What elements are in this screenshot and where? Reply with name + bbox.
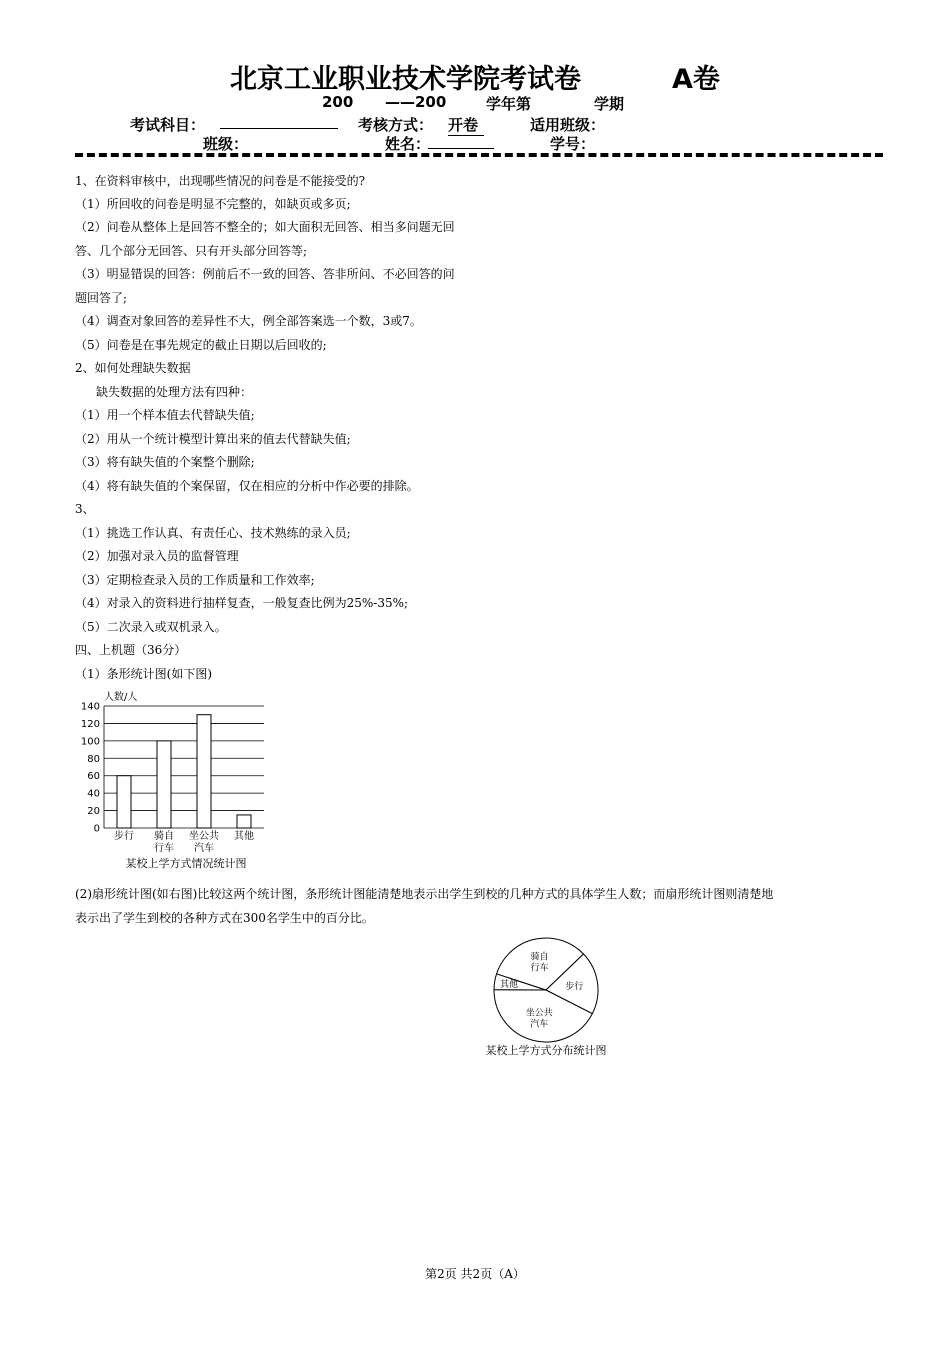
- q3-item-4: （4）对录入的资料进行抽样复查，一般复查比例为25%-35%;: [75, 596, 409, 610]
- bar-x-tick-0-0: 步行: [114, 831, 134, 842]
- bar-y-tick-7: 140: [80, 701, 100, 713]
- class-label: 班级：: [203, 135, 249, 153]
- bar-x-tick-1-1: 行车: [154, 843, 174, 854]
- q1-item-5: （5）问卷是在事先规定的截止日期以后回收的;: [75, 338, 327, 352]
- q3-title: 3、: [75, 502, 95, 516]
- pie-label-1-0: 骑自: [530, 952, 549, 963]
- q3-item-5: （5）二次录入或双机录入。: [75, 620, 227, 634]
- q2-item-3: （3）将有缺失值的个案整个删除;: [75, 455, 255, 469]
- bar-y-tick-1: 20: [87, 806, 100, 818]
- exam-title-text: 北京工业职业技术学院考试卷: [230, 64, 581, 95]
- bar-chart-x-ticks: [114, 829, 254, 854]
- cut-line: [75, 153, 883, 157]
- bar-y-tick-5: 100: [80, 736, 100, 748]
- bar-2: [197, 715, 211, 828]
- bar-3: [237, 815, 251, 828]
- bar-x-tick-3-0: 其他: [234, 831, 254, 842]
- q4-part-2b: 表示出了学生到校的各种方式在300名学生中的百分比。: [75, 911, 374, 925]
- q3-item-2: （2）加强对录入员的监督管理: [75, 549, 239, 563]
- pie-label-2-0: 坐公共: [525, 1008, 553, 1019]
- q1-item-2a: （2）问卷从整体上是回答不整全的；如大面积无回答、相当多问题无回: [75, 220, 455, 234]
- id-label: 学号：: [550, 135, 596, 153]
- q1-item-3a: （3）明显错误的回答：例前后不一致的回答、答非所问、不必回答的问: [75, 267, 455, 281]
- q1-item-2b: 答、几个部分无回答、只有开头部分回答等;: [75, 244, 308, 258]
- bar-x-tick-2-1: 汽车: [194, 843, 214, 854]
- method-label: 考核方式：: [358, 116, 434, 134]
- pie-chart: [470, 930, 630, 1062]
- q3-item-1: （1）挑选工作认真、有责任心、技术熟练的录入员;: [75, 526, 351, 540]
- pie-label-1-1: 行车: [530, 963, 549, 974]
- bar-0: [117, 776, 131, 828]
- year-end: ——200: [385, 93, 447, 111]
- paper-version: A卷: [672, 64, 720, 95]
- class-scope-label: 适用班级：: [530, 116, 606, 134]
- method-value: 开卷: [448, 114, 484, 136]
- q2-item-2: （2）用从一个统计模型计算出来的值去代替缺失值;: [75, 432, 351, 446]
- bar-y-tick-4: 80: [87, 753, 100, 765]
- q4-title: 四、上机题（36分）: [75, 643, 187, 657]
- bar-chart-title: 某校上学方式情况统计图: [125, 857, 247, 870]
- bar-x-tick-2-0: 坐公共: [189, 831, 219, 842]
- pie-label-0-0: 步行: [565, 981, 584, 992]
- term-label: 学期: [594, 95, 625, 113]
- q3-item-3: （3）定期检查录入员的工作质量和工作效率;: [75, 573, 315, 587]
- name-blank: [428, 148, 494, 149]
- q4-part-2a: (2)扇形统计图(如右图)比较这两个统计图，条形统计图能清楚地表示出学生到校的几种方式的具体学生人数；而扇形统计图则清楚地: [75, 887, 774, 901]
- name-label: 姓名：: [385, 135, 431, 153]
- subject-label: 考试科目：: [130, 116, 206, 134]
- year-start: 200: [322, 93, 354, 111]
- bar-chart-bars: [117, 715, 251, 828]
- q2-intro: 缺失数据的处理方法有四种：: [96, 385, 253, 399]
- subject-blank: [220, 128, 338, 129]
- bar-x-tick-1-0: 骑自: [154, 831, 174, 842]
- q1-item-3b: 题回答了;: [75, 291, 128, 305]
- q2-item-1: （1）用一个样本值去代替缺失值;: [75, 408, 255, 422]
- q4-part-1: （1）条形统计图(如下图): [75, 667, 212, 681]
- bar-y-tick-3: 60: [87, 771, 100, 783]
- q1-item-4: （4）调查对象回答的差异性不大，例全部答案选一个数，3或7。: [75, 314, 422, 328]
- page-number: 第2页 共2页（A）: [425, 1267, 525, 1281]
- year-label: 学年第: [486, 95, 532, 113]
- bar-chart-y-ticks: [81, 702, 100, 835]
- pie-label-3-0: 其他: [500, 979, 519, 990]
- q2-title: 2、如何处理缺失数据: [75, 361, 191, 375]
- bar-y-tick-2: 40: [87, 788, 100, 800]
- pie-label-2-1: 汽车: [530, 1019, 549, 1030]
- bar-1: [157, 741, 171, 828]
- bar-chart-y-label: 人数/人: [104, 692, 138, 703]
- bar-y-tick-6: 120: [80, 718, 100, 730]
- page-footer: [0, 1265, 950, 1282]
- pie-chart-title: 某校上学方式分布统计图: [485, 1044, 607, 1057]
- q1-item-1: （1）所回收的问卷是明显不完整的，如缺页或多页;: [75, 197, 351, 211]
- bar-y-tick-0: 0: [93, 823, 100, 835]
- bar-chart: [75, 686, 275, 876]
- q2-item-4: （4）将有缺失值的个案保留，仅在相应的分析中作必要的排除。: [75, 479, 419, 493]
- q1-title: 1、在资料审核中，出现哪些情况的问卷是不能接受的?: [75, 174, 366, 188]
